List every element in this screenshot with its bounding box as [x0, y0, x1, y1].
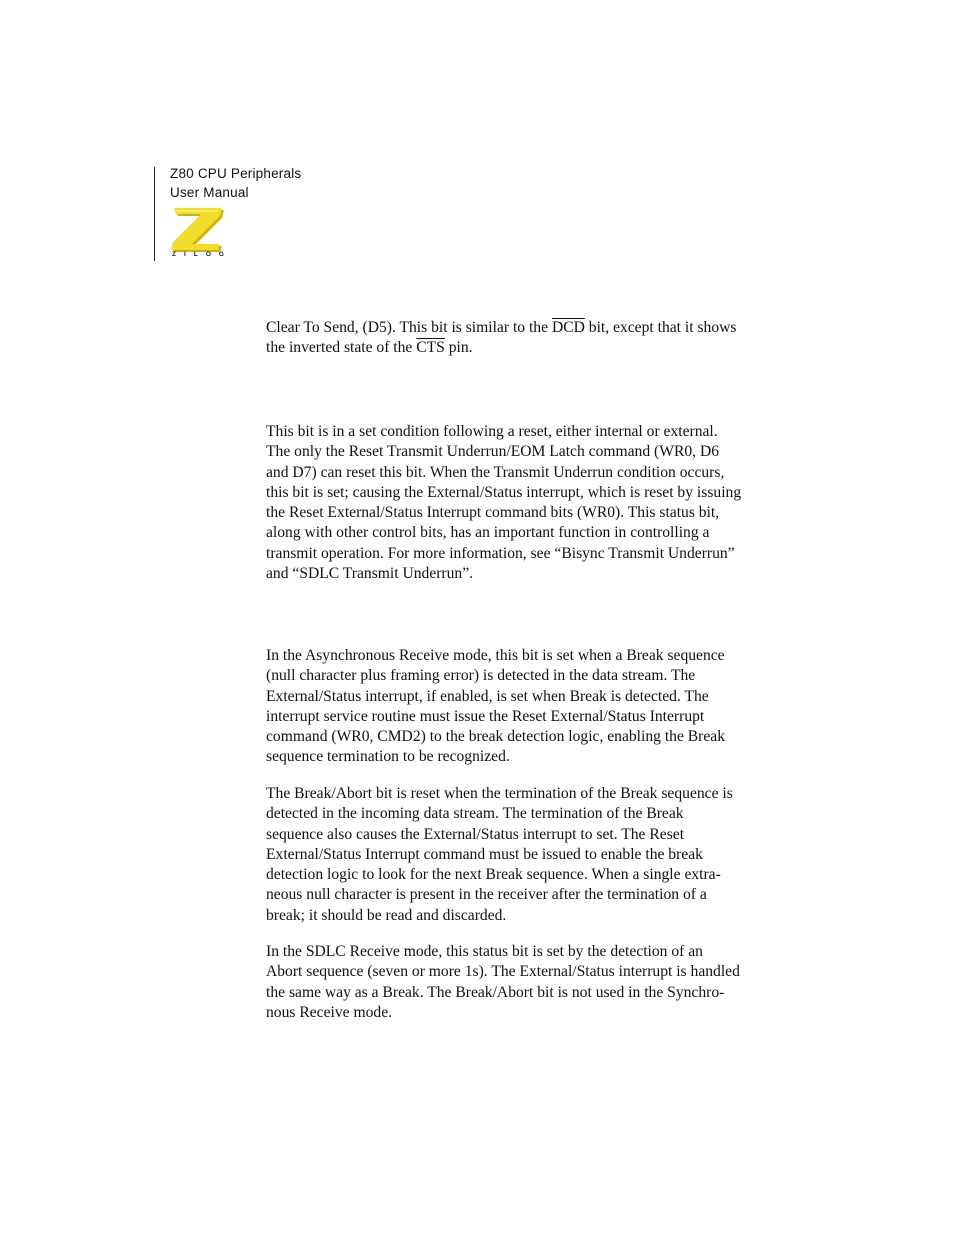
text-line: This bit is in a set condition following a reset, either internal or external.	[266, 423, 718, 440]
text-line: Clear To Send, (D5). This bit is similar to the $\overline{DCD}$ bit, except that it shows	[266, 319, 737, 336]
zilog-logo-wordmark	[172, 251, 224, 258]
text-line: In the Asynchronous Receive mode, this bit is set when a Break sequence	[266, 647, 725, 664]
text-line: detection logic to look for the next Break sequence. When a single extra-	[266, 866, 721, 884]
text-line: External/Status Interrupt command must be issued to enable the break	[266, 845, 703, 863]
text-line: and D7) can reset this bit. When the Transmit Underrun condition occurs,	[266, 463, 725, 481]
text-line: In the SDLC Receive mode, this status bit is set by the detection of an	[266, 943, 703, 960]
text-line: neous null character is present in the receiver after the termination of a	[266, 886, 707, 904]
logo-letter: L	[193, 251, 198, 258]
text-line: transmit operation. For more information, see “Bisync Transmit Underrun”	[266, 544, 735, 562]
dcd-signal-overbar: $\overline{DCD}$	[551, 319, 585, 336]
text-line: along with other control bits, has an important function in controlling a	[266, 524, 710, 542]
text-line: The only the Reset Transmit Underrun/EOM Latch command (WR0, D6	[266, 443, 720, 461]
text-line: this bit is set; causing the External/Status interrupt, which is reset by issuing	[266, 483, 742, 501]
paragraph-cts	[266, 318, 771, 359]
paragraph-transmit-underrun	[266, 422, 771, 584]
text-line: The Break/Abort bit is reset when the termination of the Break sequence is	[266, 785, 733, 802]
text-line: and “SDLC Transmit Underrun”.	[266, 565, 474, 583]
text-line: External/Status interrupt, if enabled, is set when Break is detected. The	[266, 687, 709, 705]
paragraph-break-async	[266, 646, 771, 768]
document-header	[170, 164, 301, 202]
logo-letter: O	[205, 251, 211, 258]
paragraph-break-reset	[266, 784, 771, 926]
logo-letter: I	[184, 251, 186, 258]
logo-letter: Z	[172, 251, 176, 258]
text-line: command (WR0, CMD2) to the break detection logic, enabling the Break	[266, 728, 726, 746]
text-line: sequence termination to be recognized.	[266, 748, 510, 766]
cts-signal-overbar: $\overline{CTS}$	[416, 339, 445, 357]
text-line: the Reset External/Status Interrupt command bits (WR0). This status bit,	[266, 504, 720, 522]
text-line: interrupt service routine must issue the Reset External/Status Interrupt	[266, 707, 705, 725]
text-line: break; it should be read and discarded.	[266, 906, 507, 924]
text-line: the same way as a Break. The Break/Abort bit is not used in the Synchro-	[266, 983, 725, 1001]
text-line: the inverted state of the $\overline{CTS}$ pin.	[266, 339, 473, 357]
text-line: nous Receive mode.	[266, 1003, 393, 1021]
text-line: sequence also causes the External/Status interrupt to set. The Reset	[266, 825, 685, 843]
text-line: (null character plus framing error) is detected in the data stream. The	[266, 667, 696, 685]
text-line: detected in the incoming data stream. The termination of the Break	[266, 805, 684, 823]
header-title-line2: User Manual	[170, 185, 249, 200]
text-line: Abort sequence (seven or more 1s). The External/Status interrupt is handled	[266, 963, 740, 981]
header-vertical-rule	[154, 167, 155, 261]
logo-letter: G	[218, 251, 224, 258]
paragraph-sdlc-abort	[266, 942, 771, 1023]
header-title-line1: Z80 CPU Peripherals	[170, 166, 302, 181]
